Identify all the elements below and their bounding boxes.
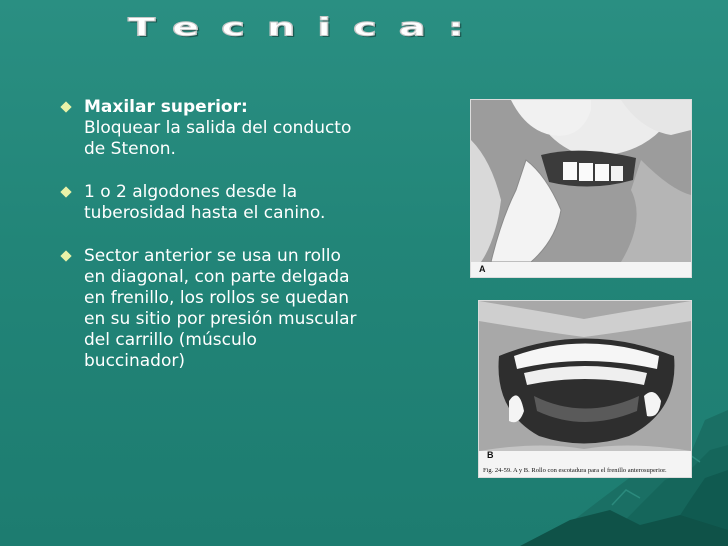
dental-photo-a-image (471, 100, 691, 262)
photo-b (478, 300, 692, 478)
slide-title: Tecnica: (128, 13, 486, 42)
diamond-bullet-icon (60, 101, 71, 112)
bullet-item (62, 246, 362, 372)
diamond-bullet-icon (60, 186, 71, 197)
bullet-text: Sector anterior se usa un rollo en diagonal, con parte delgada en frenillo, los rollos se quedan en su sitio por presión muscular del carrillo (músculo buccinador) (84, 246, 357, 371)
bullet-item (62, 97, 362, 160)
bullet-item (62, 182, 362, 224)
figure-caption: Fig. 24-59. A y B. Rollo con escotadura para el frenillo anterosuperior. (483, 467, 667, 474)
bullet-text: 1 o 2 algodones desde la tuberosidad hasta el canino. (84, 182, 326, 223)
figure-a-label: A (479, 264, 486, 274)
dental-photo-b-image (479, 301, 691, 451)
bullet-text: Bloquear la salida del conducto de Stenon. (84, 118, 352, 159)
figure-b-label: B (487, 450, 494, 460)
bullet-heading: Maxilar superior: (84, 97, 248, 117)
bullet-list (62, 97, 362, 394)
photo-a (470, 99, 692, 278)
diamond-bullet-icon (60, 250, 71, 261)
